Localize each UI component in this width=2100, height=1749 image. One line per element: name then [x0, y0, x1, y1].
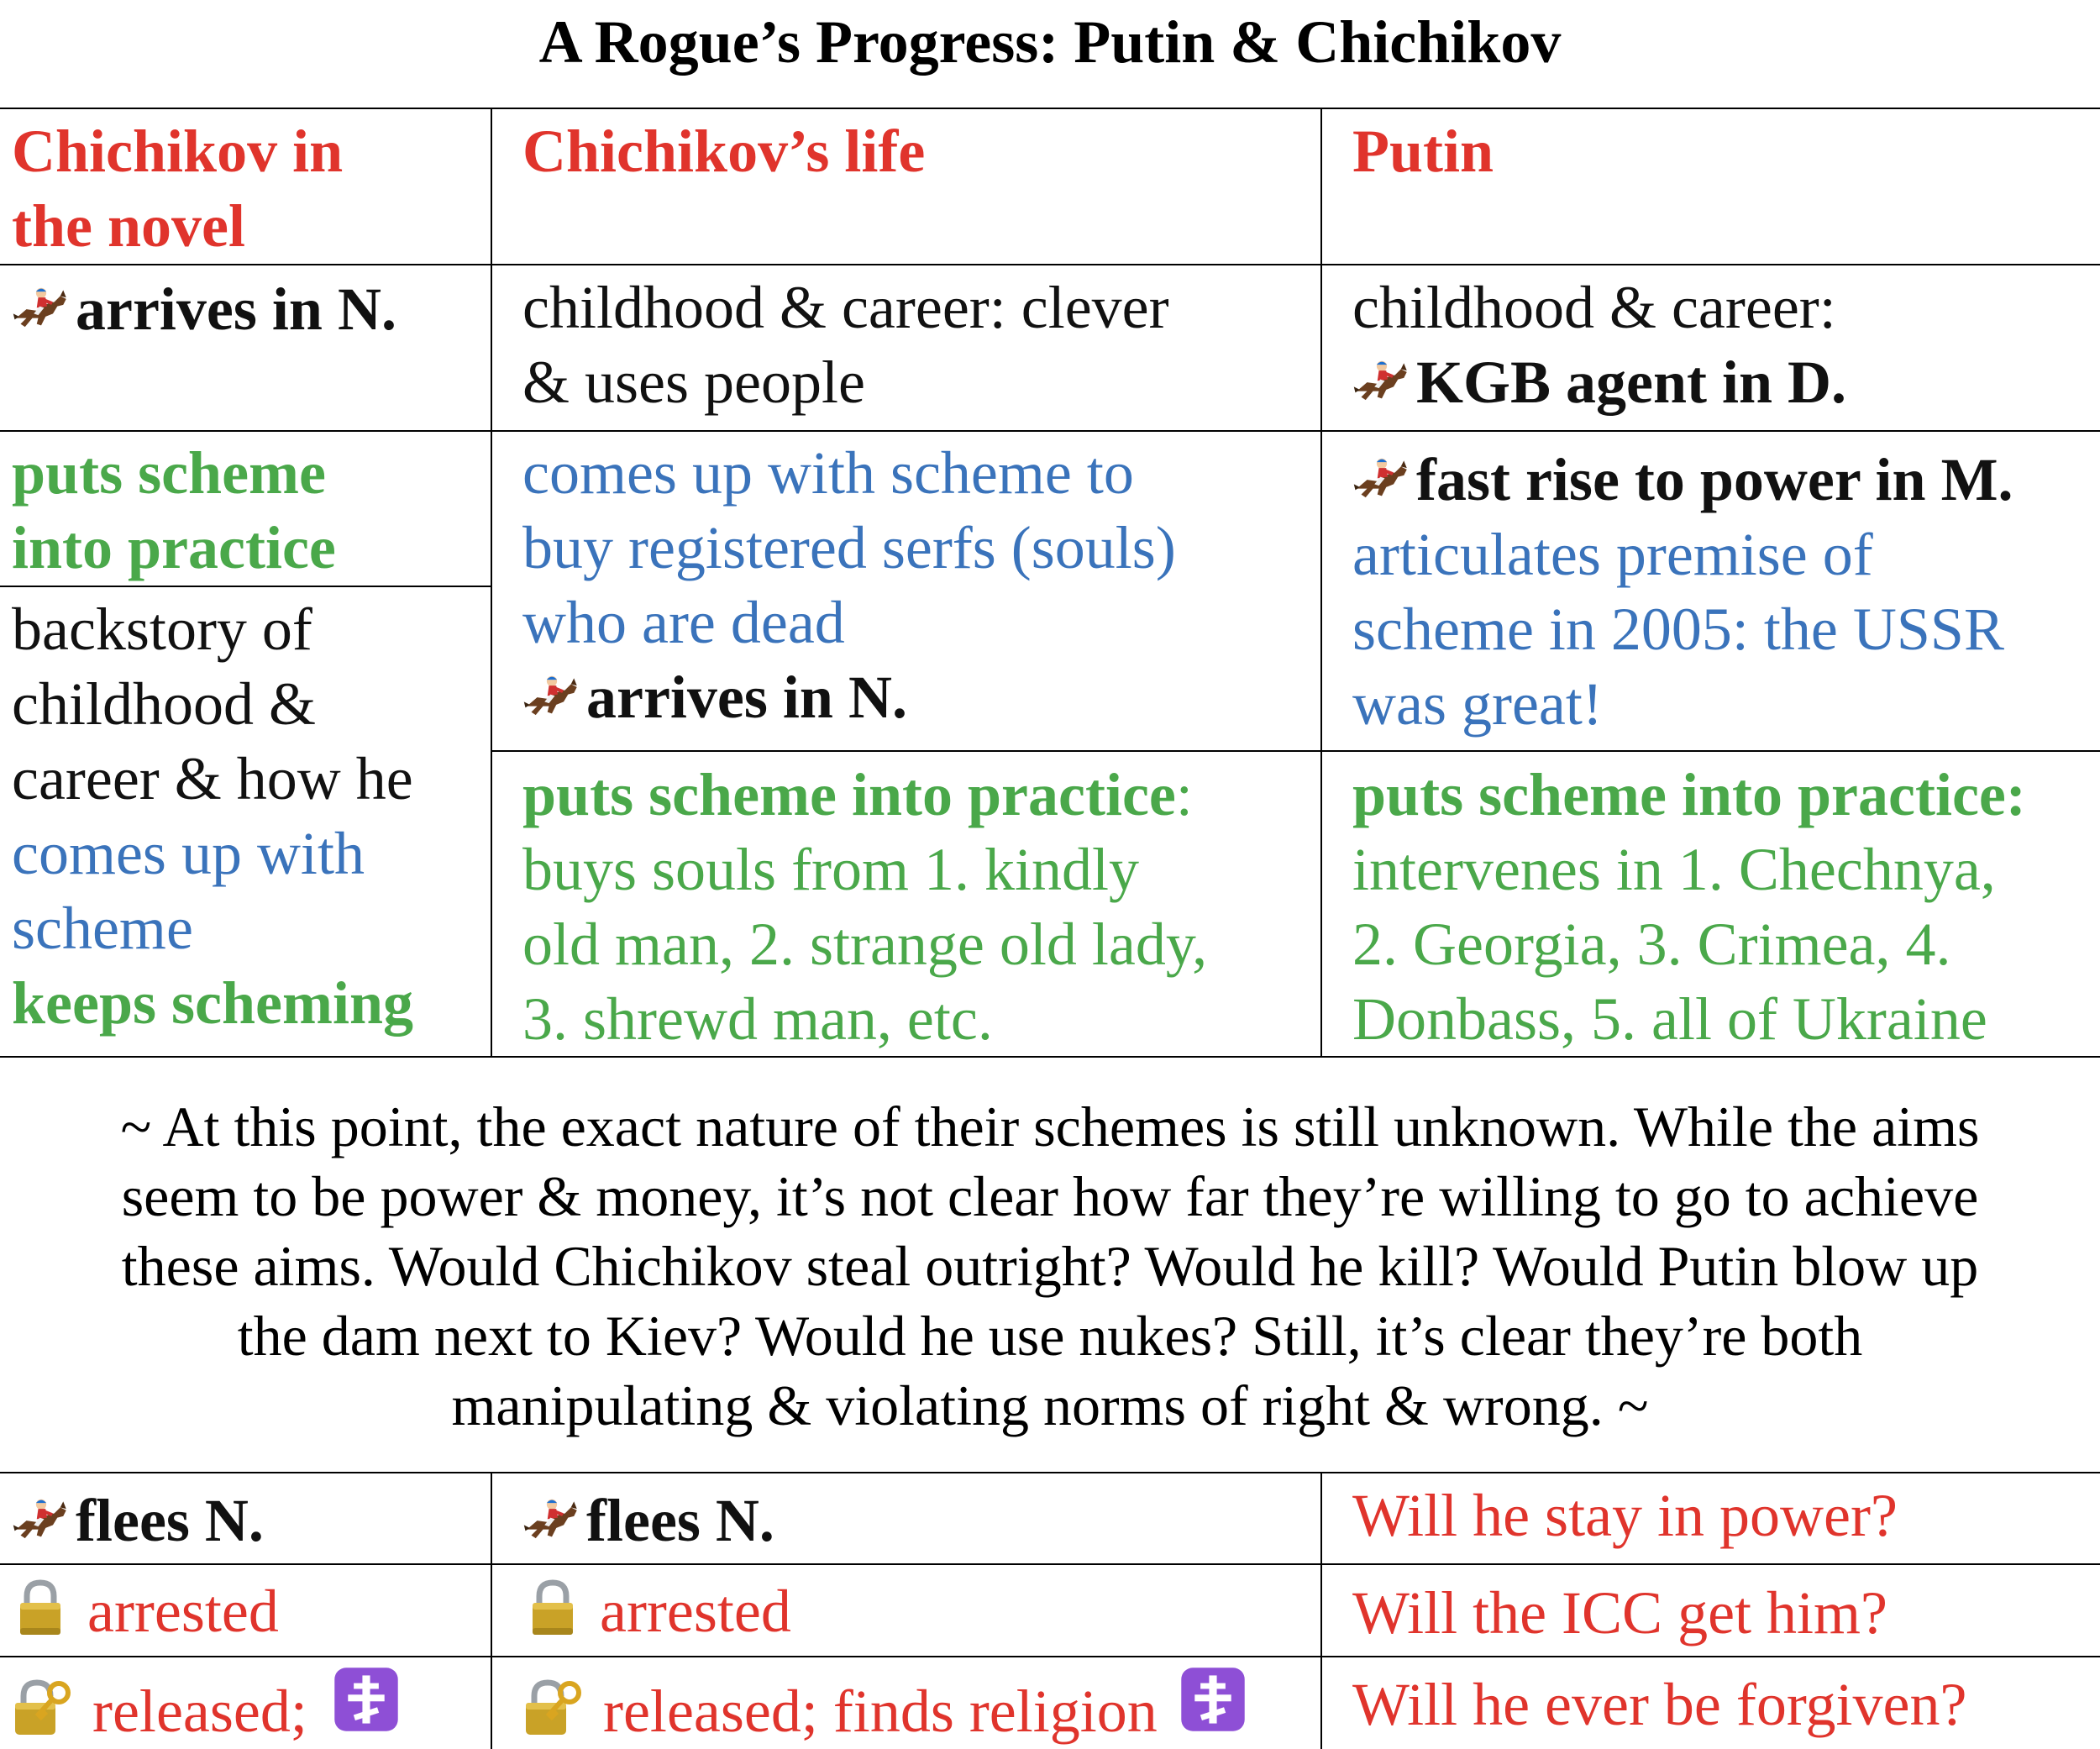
row1-col3	[1352, 270, 1846, 420]
cell-line: 2. Georgia, 3. Crimea, 4.	[1352, 911, 1951, 978]
cell-text: released; finds religion	[603, 1678, 1158, 1745]
row2-col1-divider	[0, 586, 491, 587]
cell-line-rise	[1352, 443, 2013, 517]
cell-text: :	[1175, 761, 1193, 828]
bottom-row2-divider	[0, 1656, 2100, 1657]
cell-line: childhood &	[12, 670, 316, 738]
commentary-note	[25, 1092, 2075, 1441]
cell-text: arrested	[87, 1578, 279, 1645]
header-putin: Putin	[1352, 118, 1494, 185]
note-line: manipulating & violating norms of right & wrong. ~	[451, 1373, 1649, 1437]
cell-line: & uses people	[522, 349, 865, 416]
cell-text: flees N.	[76, 1487, 264, 1554]
note-line: seem to be power & money, it’s not clear how far they’re willing to go to achieve	[121, 1164, 1979, 1228]
bottom-row3-col3: Will he ever be forgiven?	[1352, 1671, 1967, 1738]
bottom-row1-col3: Will he stay in power?	[1352, 1482, 1898, 1549]
col2-col3-divider	[1320, 108, 1322, 1057]
cell-text: arrives in N.	[76, 276, 396, 343]
note-line: the dam next to Kiev? Would he use nukes? Still, it’s clear they’re both	[237, 1304, 1863, 1368]
header-line: Chichikov in	[12, 118, 344, 185]
lock-icon	[15, 1579, 66, 1638]
cell-text: puts scheme into practice	[522, 761, 1176, 828]
cell-line: scheme in 2005: the USSR	[1352, 596, 2004, 663]
cell-line-arrives	[522, 660, 1176, 735]
horse-racing-icon	[1352, 357, 1411, 409]
cell-text: fast rise to power in M.	[1416, 446, 2013, 513]
cell-line: Donbass, 5. all of Ukraine	[1352, 985, 1987, 1053]
horse-racing-icon	[522, 672, 581, 724]
row1-col2	[522, 270, 1169, 420]
unlock-key-icon	[522, 1679, 590, 1738]
lock-icon	[528, 1579, 578, 1638]
cell-line: scheme	[12, 895, 193, 962]
horse-racing-icon	[12, 1495, 71, 1547]
bottom-row1-col2	[522, 1484, 774, 1558]
table-top-border	[0, 108, 2100, 109]
row2-col2	[522, 436, 1176, 735]
cell-line-kgb	[1352, 345, 1846, 420]
bottom-row2-col1	[15, 1574, 279, 1649]
cell-line: buy registered serfs (souls)	[522, 514, 1176, 581]
page-title: A Rogue’s Progress: Putin & Chichikov	[538, 8, 1562, 76]
cell-line: comes up with scheme to	[522, 439, 1134, 507]
bottom-row2-col2	[528, 1574, 791, 1649]
cell-line: was great!	[1352, 670, 1603, 738]
header-chichikov-life: Chichikov’s life	[522, 118, 926, 185]
cell-line: backstory of	[12, 596, 312, 663]
bottom-row3-col1	[12, 1666, 405, 1749]
cell-line: old man, 2. strange old lady,	[522, 911, 1208, 978]
cell-line: career & how he	[12, 745, 413, 812]
col1-col2-divider	[491, 108, 492, 1057]
row3-col2	[522, 758, 1207, 1057]
row3-col3	[1352, 758, 2026, 1057]
cell-line: childhood & career: clever	[522, 274, 1169, 341]
header-chichikov-novel	[12, 114, 343, 264]
cell-line: puts scheme	[12, 439, 326, 507]
cell-line-heading	[522, 758, 1207, 832]
horse-racing-icon	[1352, 454, 1411, 507]
note-line: these aims. Would Chichikov steal outright? Would he kill? Would Putin blow up	[121, 1234, 1979, 1298]
bottom-table-top-border	[0, 1472, 2100, 1473]
cell-line: who are dead	[522, 589, 845, 656]
row2-col23-divider	[491, 750, 2100, 752]
horse-racing-icon	[12, 284, 71, 336]
bottom-row1-col1	[12, 1484, 264, 1558]
cell-line: buys souls from 1. kindly	[522, 836, 1140, 903]
cell-line-heading: puts scheme into practice:	[1352, 761, 2026, 828]
cell-text: arrives in N.	[586, 664, 907, 731]
orthodox-cross-icon	[1179, 1666, 1247, 1733]
cell-line: comes up with	[12, 820, 365, 887]
row2-col3	[1352, 443, 2013, 742]
cell-text: released;	[92, 1678, 307, 1745]
cell-line: articulates premise of	[1352, 521, 1873, 588]
header-line: the novel	[12, 192, 245, 260]
row2-col1-bottom	[12, 592, 413, 1041]
cell-line: intervenes in 1. Chechnya,	[1352, 836, 1996, 903]
row1-col1	[12, 272, 396, 347]
row2-col1-top	[12, 436, 336, 586]
horse-racing-icon	[522, 1495, 581, 1547]
cell-line: childhood & career:	[1352, 274, 1836, 341]
bottom-col1-col2-divider	[491, 1472, 492, 1749]
cell-text: arrested	[600, 1578, 791, 1645]
cell-line: into practice	[12, 514, 336, 581]
cell-line: keeps scheming	[12, 969, 414, 1037]
note-line: ~ At this point, the exact nature of their schemes is still unknown. While the aims	[120, 1095, 1980, 1158]
unlock-key-icon	[12, 1679, 79, 1738]
header-divider	[0, 264, 2100, 265]
bottom-col2-col3-divider	[1320, 1472, 1322, 1749]
bottom-row1-divider	[0, 1563, 2100, 1565]
row1-divider	[0, 430, 2100, 432]
orthodox-cross-icon	[333, 1666, 400, 1733]
cell-line: 3. shrewd man, etc.	[522, 985, 993, 1053]
bottom-row2-col3: Will the ICC get him?	[1352, 1579, 1887, 1647]
bottom-row3-col2	[522, 1666, 1252, 1749]
cell-text: flees N.	[586, 1487, 774, 1554]
cell-text: KGB agent in D.	[1416, 349, 1847, 416]
